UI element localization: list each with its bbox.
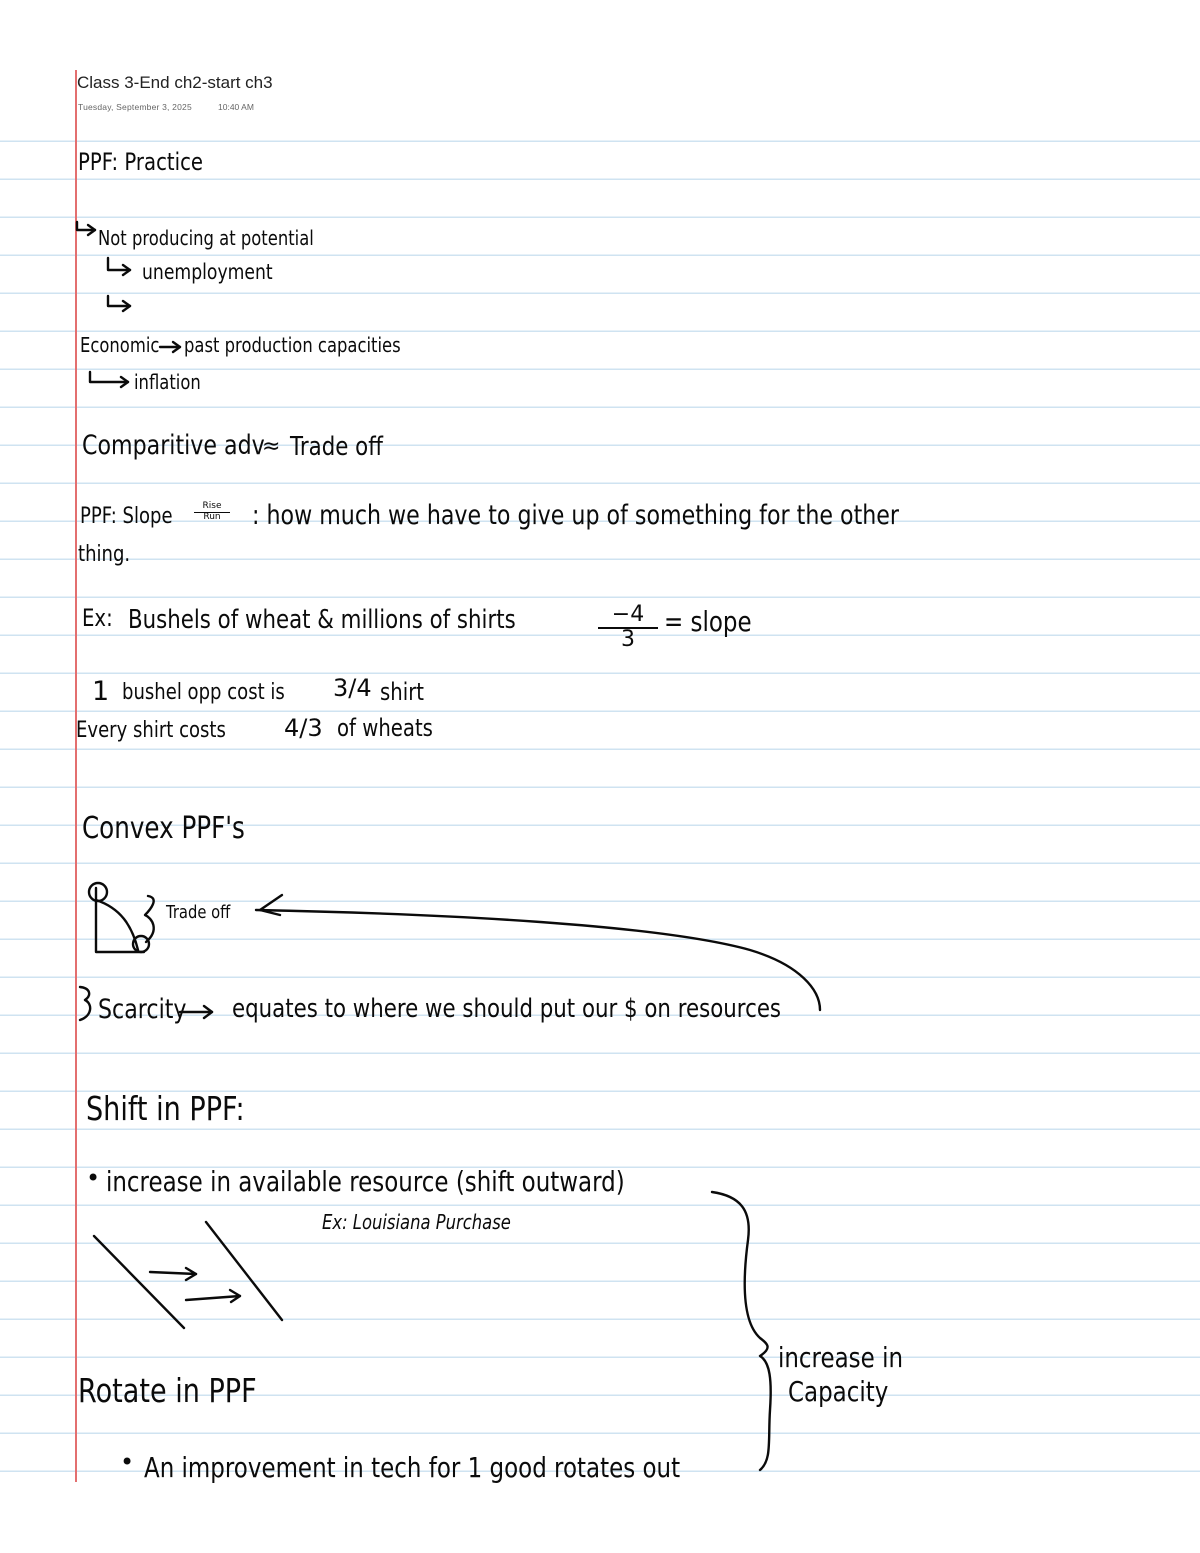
hook-arrow-icon: [108, 258, 130, 275]
rise-text: Rise: [202, 501, 222, 511]
note-trade-off: Trade off: [290, 432, 383, 462]
note-shirt-wheats: of wheats: [337, 714, 433, 742]
curved-arrow-icon: [256, 895, 820, 1010]
bracket-icon: [80, 987, 90, 1020]
note-shirt-frac: 4/3: [284, 714, 323, 742]
note-ppf-slope: PPF: Slope: [80, 504, 173, 529]
heading-ppf-practice: PPF: Practice: [78, 148, 204, 176]
note-bushel-frac: 3/4: [333, 674, 372, 702]
header-area: [0, 0, 1200, 138]
bullet-dot: •: [86, 1164, 101, 1192]
note-scarcity-text: equates to where we should put our $ on resources: [232, 994, 782, 1024]
run-text: Run: [203, 512, 221, 522]
note-ex-text: Bushels of wheat & millions of shirts: [128, 605, 516, 635]
page-time: 10:40 AM: [218, 102, 254, 112]
note-not-producing: Not producing at potential: [98, 226, 314, 250]
note-economic: Economic: [80, 333, 160, 357]
note-improvement: An improvement in tech for 1 good rotates out: [144, 1451, 681, 1484]
note-increase-in: increase in: [778, 1341, 904, 1374]
note-past-production: past production capacities: [184, 333, 401, 357]
hook-arrow-icon: [77, 222, 95, 235]
heading-rotate: Rotate in PPF: [78, 1371, 257, 1410]
convex-ppf-sketch: [89, 883, 154, 952]
note-ex-label: Ex:: [82, 604, 113, 632]
slope-denominator: 3: [621, 627, 635, 652]
hook-arrow-icon: [108, 296, 130, 311]
note-comparative: Comparitive adv: [82, 430, 265, 461]
note-slope-definition-cont: thing.: [78, 542, 131, 567]
note-louisiana: Ex: Louisiana Purchase: [322, 1210, 511, 1234]
approx-symbol: ≈: [262, 434, 281, 459]
note-scarcity: Scarcity: [98, 994, 187, 1025]
margin-line: [75, 70, 77, 1482]
note-slope-definition: : how much we have to give up of something for the other: [252, 500, 900, 531]
slope-numerator: −4: [611, 602, 645, 627]
heading-shift: Shift in PPF:: [86, 1089, 245, 1128]
note-unemployment: unemployment: [142, 260, 273, 284]
note-slope-eq: = slope: [664, 605, 752, 638]
note-bushel-shirt: shirt: [380, 678, 425, 706]
page-date: Tuesday, September 3, 2025: [78, 102, 192, 112]
hook-arrow-icon: [90, 372, 128, 387]
note-bushel-cost: bushel opp cost is: [122, 680, 285, 705]
note-trade-off-small: Trade off: [166, 902, 231, 923]
rise-run-fraction: [194, 502, 230, 522]
note-capacity: Capacity: [788, 1375, 889, 1408]
note-inflation: inflation: [134, 370, 201, 394]
heading-convex: Convex PPF's: [82, 811, 245, 846]
page-title: Class 3-End ch2-start ch3: [77, 73, 273, 92]
slope-fraction: [598, 604, 658, 651]
note-shirt-cost: Every shirt costs: [76, 718, 226, 743]
brace-icon: [712, 1192, 771, 1470]
arrow-icon: [160, 342, 180, 352]
bullet-dot-2: •: [120, 1448, 135, 1476]
ppf-shift-sketch: [94, 1222, 282, 1328]
note-increase-resource: increase in available resource (shift outward): [106, 1165, 625, 1198]
note-bushel-one: 1: [92, 676, 110, 707]
